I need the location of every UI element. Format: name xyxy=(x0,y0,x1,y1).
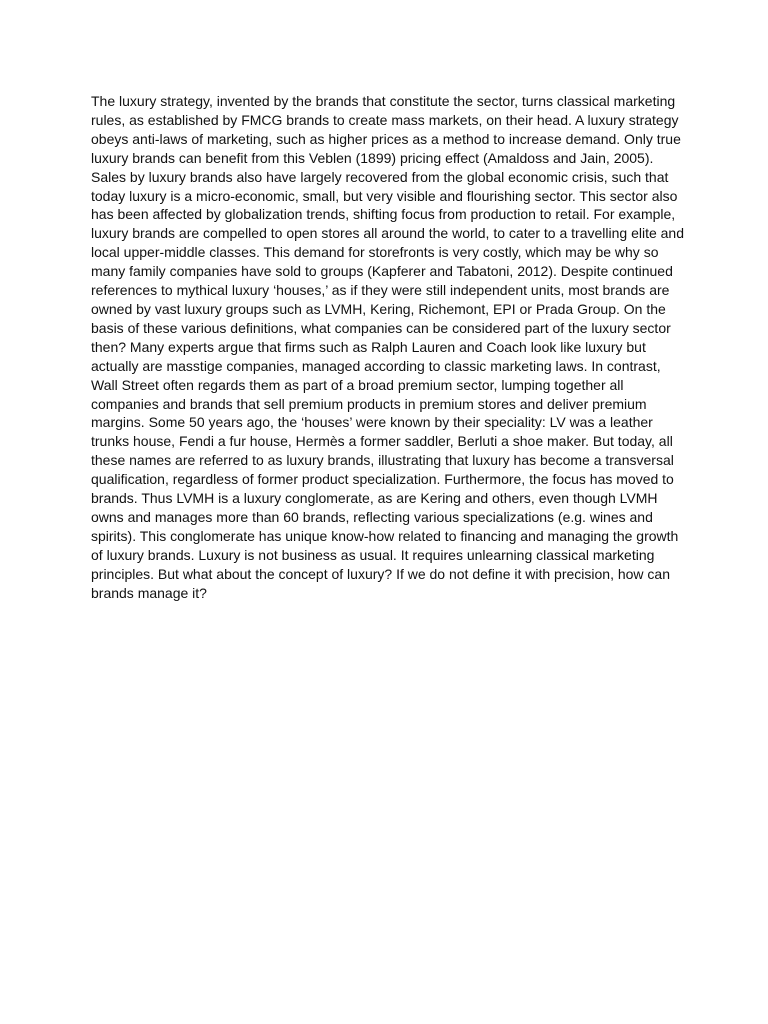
paragraph-line: Sales by luxury brands also have largely recovered from the global economic crisis, such that xyxy=(91,168,669,185)
paragraph-line: obeys anti-laws of marketing, such as higher prices as a method to increase demand. Only true xyxy=(91,130,681,147)
paragraph-line: of luxury brands. Luxury is not business as usual. It requires unlearning classical marketing xyxy=(91,546,655,563)
paragraph-line: owns and manages more than 60 brands, reflecting various specializations (e.g. wines and xyxy=(91,508,653,525)
paragraph-line: local upper-middle classes. This demand for storefronts is very costly, which may be why so xyxy=(91,244,659,261)
paragraph-line: brands. Thus LVMH is a luxury conglomerate, as are Kering and others, even though LVMH xyxy=(91,490,658,507)
paragraph-line: luxury brands are compelled to open stores all around the world, to cater to a travelling elite and xyxy=(91,225,685,242)
paragraph-line: owned by vast luxury groups such as LVMH, Kering, Richemont, EPI or Prada Group. On the xyxy=(91,300,666,317)
paragraph-line: spirits). This conglomerate has unique know-how related to financing and managing the growth xyxy=(91,527,679,544)
paragraph-line: basis of these various definitions, what companies can be considered part of the luxury sector xyxy=(91,319,671,336)
paragraph-line: qualification, regardless of former product specialization. Furthermore, the focus has moved to xyxy=(91,471,674,488)
body-paragraph xyxy=(91,92,691,602)
paragraph-line: trunks house, Fendi a fur house, Hermès a former saddler, Berluti a shoe maker. But today, all xyxy=(91,433,673,450)
paragraph-line: brands manage it? xyxy=(91,584,207,601)
paragraph-line: actually are masstige companies, managed according to classic marketing laws. In contrast, xyxy=(91,357,661,374)
paragraph-line: Wall Street often regards them as part of a broad premium sector, lumping together all xyxy=(91,376,624,393)
paragraph-line: margins. Some 50 years ago, the ‘houses’ were known by their speciality: LV was a leather xyxy=(91,414,653,431)
paragraph-line: these names are referred to as luxury brands, illustrating that luxury has become a transversal xyxy=(91,452,674,469)
paragraph-line: today luxury is a micro-economic, small, but very visible and flourishing sector. This sector also xyxy=(91,187,678,204)
paragraph-line: luxury brands can benefit from this Veblen (1899) pricing effect (Amaldoss and Jain, 2005). xyxy=(91,149,654,166)
paragraph-line: rules, as established by FMCG brands to create mass markets, on their head. A luxury strategy xyxy=(91,111,679,128)
paragraph-line: principles. But what about the concept of luxury? If we do not define it with precision, how can xyxy=(91,565,670,582)
paragraph-line: companies and brands that sell premium products in premium stores and deliver premium xyxy=(91,395,647,412)
paragraph-line: references to mythical luxury ‘houses,’ as if they were still independent units, most brands are xyxy=(91,282,670,299)
paragraph-line: then? Many experts argue that firms such as Ralph Lauren and Coach look like luxury but xyxy=(91,338,646,355)
paragraph-line: The luxury strategy, invented by the brands that constitute the sector, turns classical marketing xyxy=(91,93,676,109)
paragraph-line: has been affected by globalization trends, shifting focus from production to retail. For example, xyxy=(91,206,676,223)
paragraph-line: many family companies have sold to groups (Kapferer and Tabatoni, 2012). Despite continued xyxy=(91,263,673,280)
